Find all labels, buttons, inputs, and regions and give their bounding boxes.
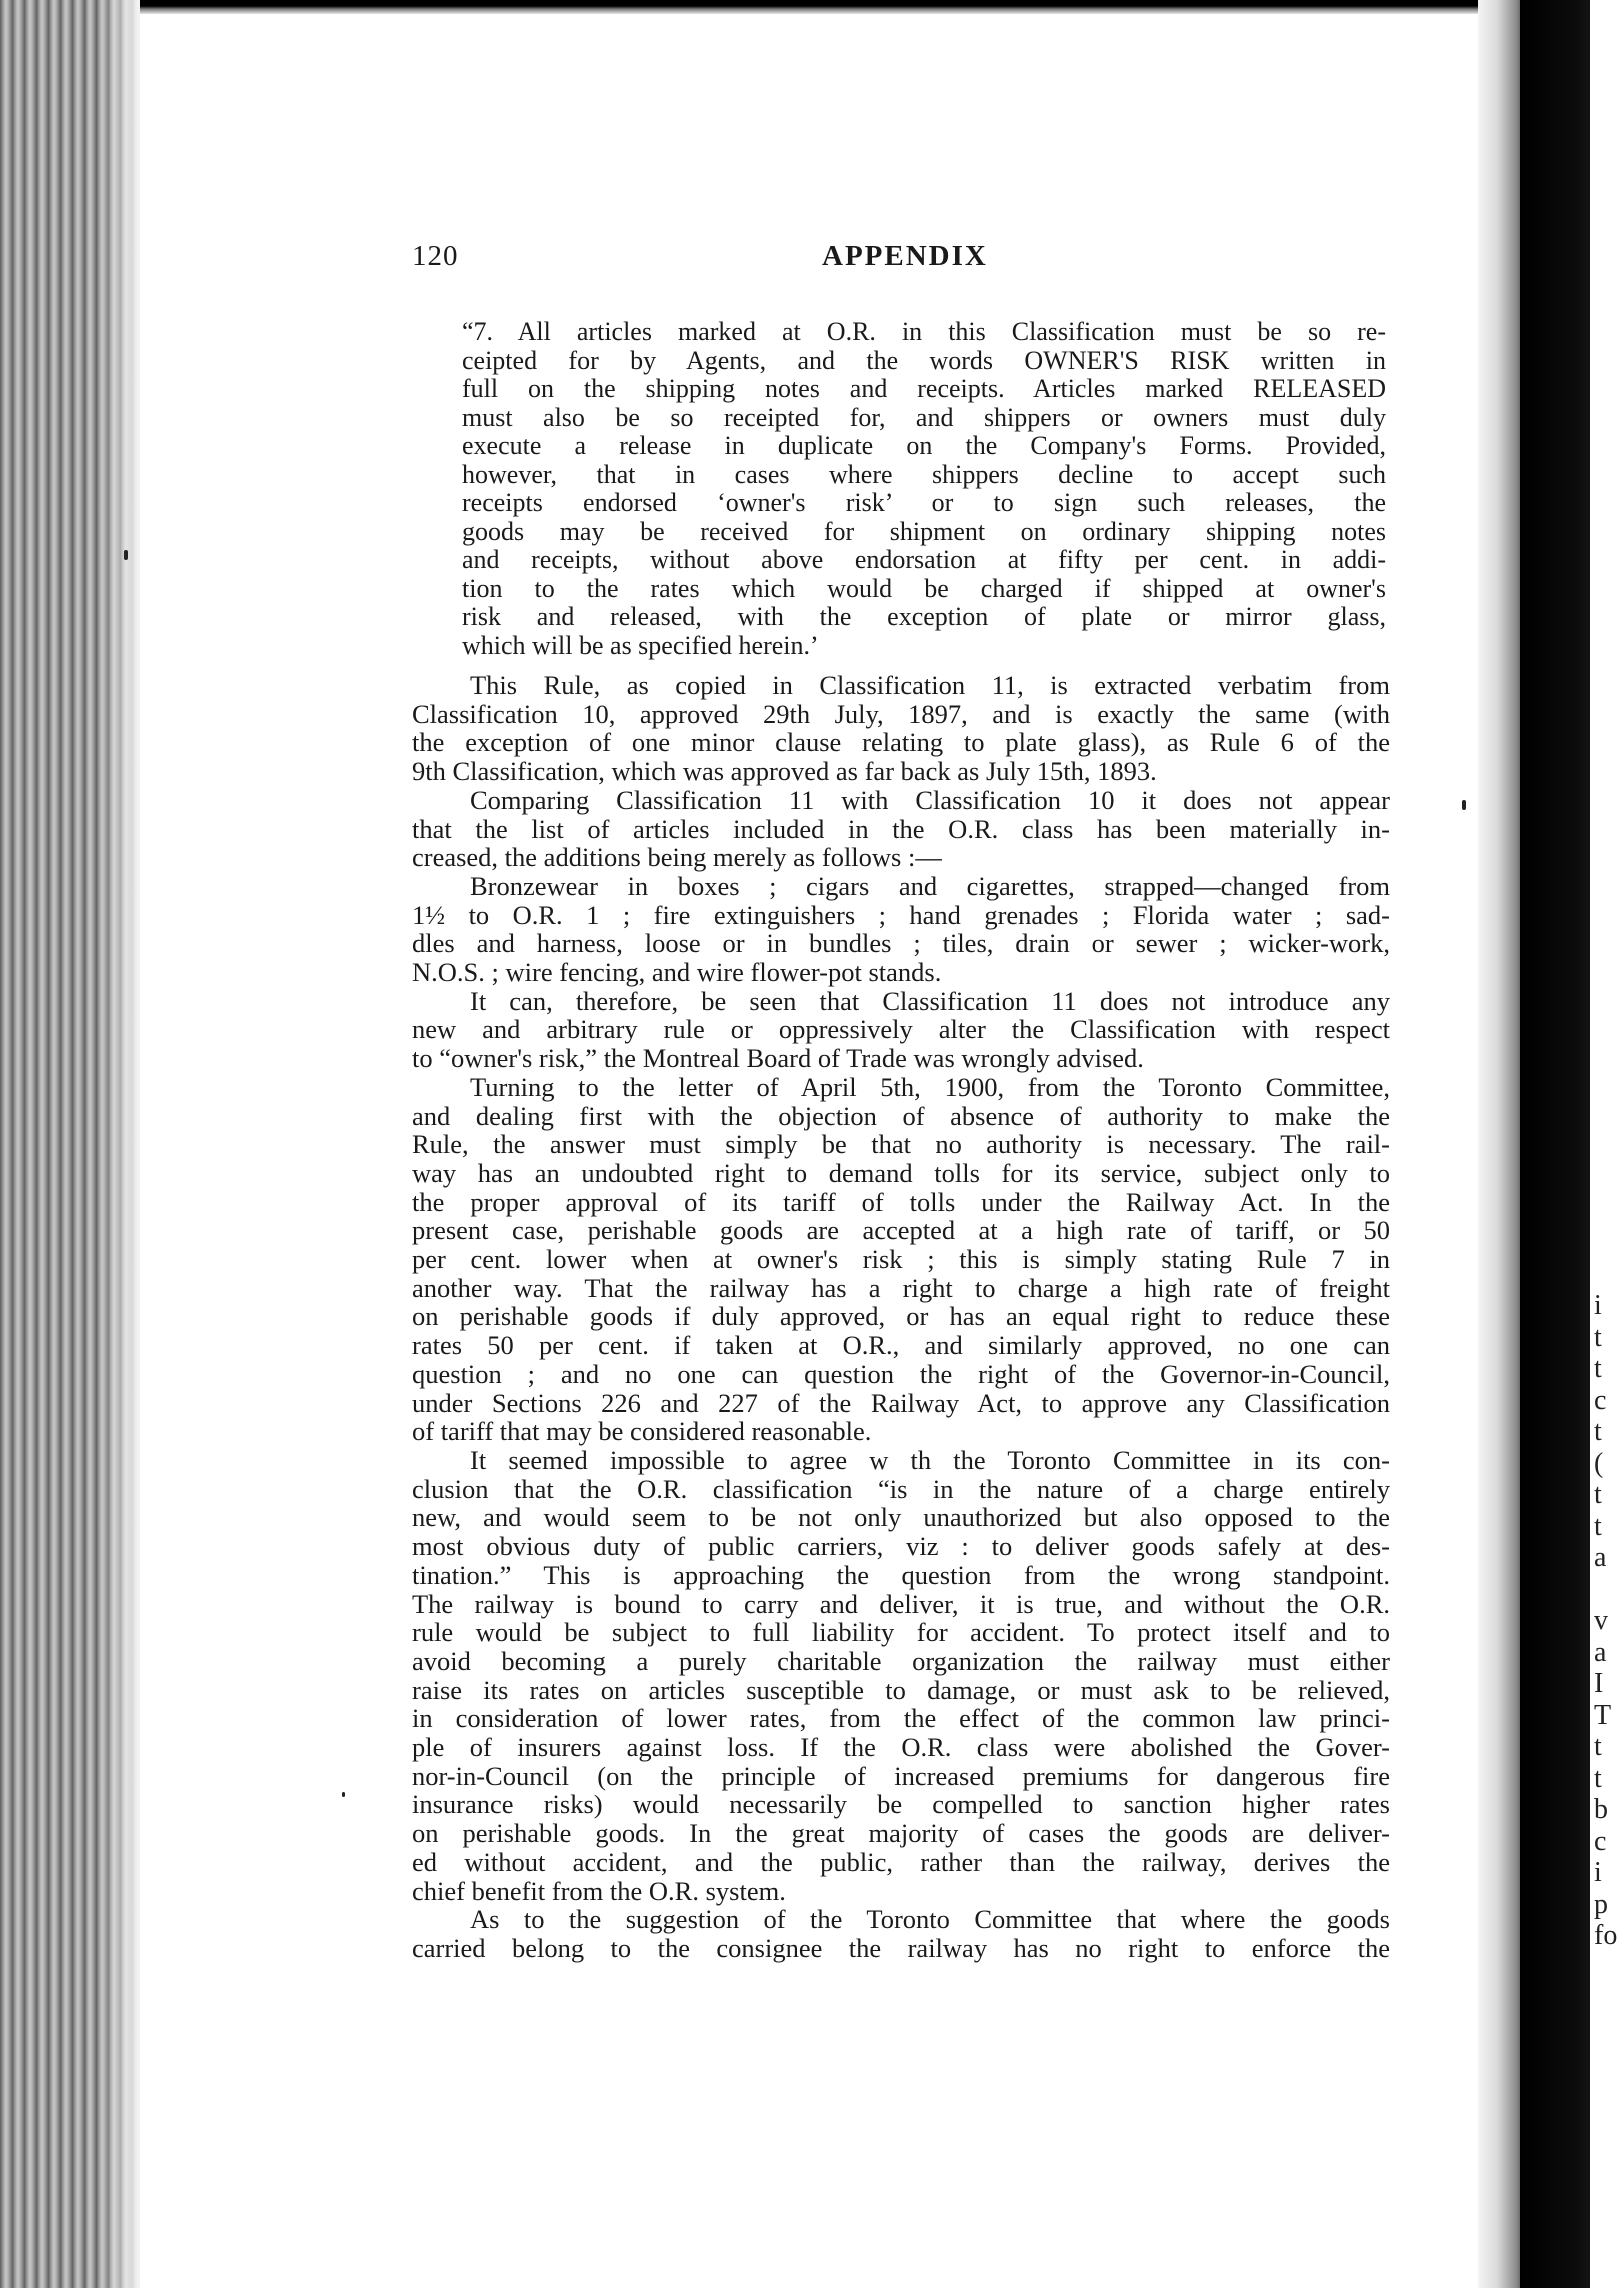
text-line: new, and would seem to be not only unauthorized but also opposed to the [412,1502,1390,1533]
text-line: ed without accident, and the public, rather than the railway, derives the [412,1846,1390,1877]
text-line: Comparing Classification 11 with Classification 10 it does not appear [470,784,1390,815]
body-text [412,671,1390,1963]
quote-line: risk and released, with the exception of plate or mirror glass, [462,602,1386,631]
text-line: most obvious duty of public carriers, viz : to deliver goods safely at des- [412,1531,1390,1562]
text-line: question ; and no one can question the right of the Governor-in-Council, [412,1358,1390,1389]
quote-line: and receipts, without above endorsation at fifty per cent. in addi- [462,545,1386,574]
quote-line: execute a release in duplicate on the Company's Forms. Provided, [462,431,1386,460]
text-line: another way. That the railway has a right to charge a high rate of freight [412,1272,1390,1303]
text-line: Turning to the letter of April 5th, 1900, from the Toronto Committee, [470,1071,1390,1102]
text-line: in consideration of lower rates, from the effect of the common law princi- [412,1703,1390,1734]
facing-page-fragment: t [1594,1321,1602,1353]
facing-page-fragment: p [1594,1888,1608,1920]
facing-page-fragment: a [1594,1636,1607,1668]
text-line: chief benefit from the O.R. system. [412,1875,786,1906]
text-line: under Sections 226 and 227 of the Railway Act, to approve any Classification [412,1387,1390,1418]
quote-line: which will be as specified herein.’ [462,630,819,660]
facing-page-fragment: i [1594,1857,1602,1888]
quoted-rule-7 [462,318,1386,660]
text-line: clusion that the O.R. classification “is in the nature of a charge entirely [412,1473,1390,1504]
text-line: creased, the additions being merely as follows :— [412,842,942,873]
facing-page-fragment: a [1594,1542,1607,1573]
text-line: Classification 10, approved 29th July, 1897, and is exactly the same (with [412,698,1390,729]
text-line: As to the suggestion of the Toronto Committee that where the goods [470,1904,1390,1935]
text-line: It can, therefore, be seen that Classification 11 does not introduce any [470,985,1390,1016]
text-line: to “owner's risk,” the Montreal Board of Trade was wrongly advised. [412,1043,1144,1074]
quote-line: full on the shipping notes and receipts. Articles marked RELEASED [462,374,1386,403]
text-line: N.O.S. ; wire fencing, and wire flower-pot stands. [412,957,942,988]
facing-page-fragment: ( [1594,1447,1604,1479]
facing-page-fragment: v [1594,1605,1608,1636]
quote-line: receipts endorsed ‘owner's risk’ or to sign such releases, the [462,488,1386,517]
quote-line: must also be so receipted for, and shippers or owners must duly [462,402,1386,432]
facing-page-fragment: t [1594,1416,1602,1447]
book-gutter-shadow [1478,0,1526,2288]
text-line: insurance risks) would necessarily be compelled to sanction higher rates [412,1789,1390,1820]
text-line: present case, perishable goods are accepted at a high rate of tariff, or 50 [412,1215,1390,1246]
text-line: avoid becoming a purely charitable organization the railway must either [412,1645,1390,1676]
quote-line: goods may be received for shipment on ordinary shipping notes [462,516,1386,546]
text-line: 1½ to O.R. 1 ; fire extinguishers ; hand grenades ; Florida water ; sad- [412,899,1390,930]
facing-page-fragment: I [1594,1668,1604,1699]
text-line: new and arbitrary rule or oppressively alter the Classification with respect [412,1014,1390,1045]
facing-page-fragment: i [1594,1290,1602,1321]
text-line: 9th Classification, which was approved as far back as July 15th, 1893. [412,756,1157,787]
scan-speck [1462,800,1466,810]
facing-page-fragment: b [1594,1794,1608,1825]
scan-speck [124,550,128,560]
facing-page-fragment: t [1594,1510,1602,1542]
facing-page-fragment: T [1594,1699,1612,1731]
text-line: carried belong to the consignee the railway has no right to enforce the [412,1932,1390,1963]
text-line: the proper approval of its tariff of tolls under the Railway Act. In the [412,1186,1390,1217]
facing-page-fragment: t [1594,1479,1602,1510]
text-line: rule would be subject to full liability for accident. To protect itself and to [412,1617,1390,1648]
facing-page-fragment: c [1594,1384,1607,1416]
text-line: on perishable goods. In the great majority of cases the goods are deliver- [412,1818,1390,1849]
text-line: way has an undoubted right to demand tolls for its service, subject only to [412,1157,1390,1188]
page-header [412,240,1402,280]
text-line: the exception of one minor clause relating to plate glass), as Rule 6 of the [412,727,1390,758]
text-line: This Rule, as copied in Classification 11, is extracted verbatim from [470,670,1390,700]
text-line: It seemed impossible to agree w th the Toronto Committee in its con- [470,1444,1390,1475]
text-line: nor-in-Council (on the principle of increased premiums for dangerous fire [412,1760,1390,1791]
text-line: dles and harness, loose or in bundles ; tiles, drain or sewer ; wicker-work, [412,928,1390,959]
quote-line: however, that in cases where shippers decline to accept such [462,459,1386,489]
scan-speck [342,1792,345,1797]
text-line: tination.” This is approaching the question from the wrong standpoint. [412,1559,1390,1590]
text-line: that the list of articles included in the O.R. class has been materially in- [412,813,1390,844]
text-line: Bronzewear in boxes ; cigars and cigarettes, strapped—changed from [470,870,1390,901]
book-page-edges [0,0,140,2288]
facing-page-fragment [1594,1574,1608,1606]
text-line: per cent. lower when at owner's risk ; this is simply stating Rule 7 in [412,1244,1390,1275]
running-head: APPENDIX [822,240,988,272]
text-line: of tariff that may be considered reasonable. [412,1416,872,1447]
quote-line: “7. All articles marked at O.R. in this Classification must be so re- [462,317,1386,346]
facing-page-text-fragments [1594,1290,1617,1952]
text-line: ple of insurers against loss. If the O.R. class were abolished the Gover- [412,1732,1390,1763]
text-line: on perishable goods if duly approved, or has an equal right to reduce these [412,1301,1390,1332]
quote-line: tion to the rates which would be charged if shipped at owner's [462,573,1386,603]
text-line: and dealing first with the objection of absence of authority to make the [412,1100,1390,1131]
quote-line: ceipted for by Agents, and the words OWNER'S RISK written in [462,345,1386,375]
facing-page-fragment: t [1594,1353,1602,1384]
facing-page-fragment: t [1594,1762,1602,1794]
facing-page-fragment: c [1594,1825,1607,1857]
text-line: Rule, the answer must simply be that no authority is necessary. The rail- [412,1129,1390,1160]
text-line: The railway is bound to carry and deliver, it is true, and without the O.R. [412,1588,1390,1619]
facing-page-fragment: fo [1594,1920,1617,1951]
facing-page-fragment: t [1594,1731,1602,1762]
page-number: 120 [412,240,459,272]
text-line: rates 50 per cent. if taken at O.R., and similarly approved, no one can [412,1330,1390,1361]
scan-top-edge [0,0,1608,14]
text-line: raise its rates on articles susceptible to damage, or must ask to be relieved, [412,1674,1390,1705]
